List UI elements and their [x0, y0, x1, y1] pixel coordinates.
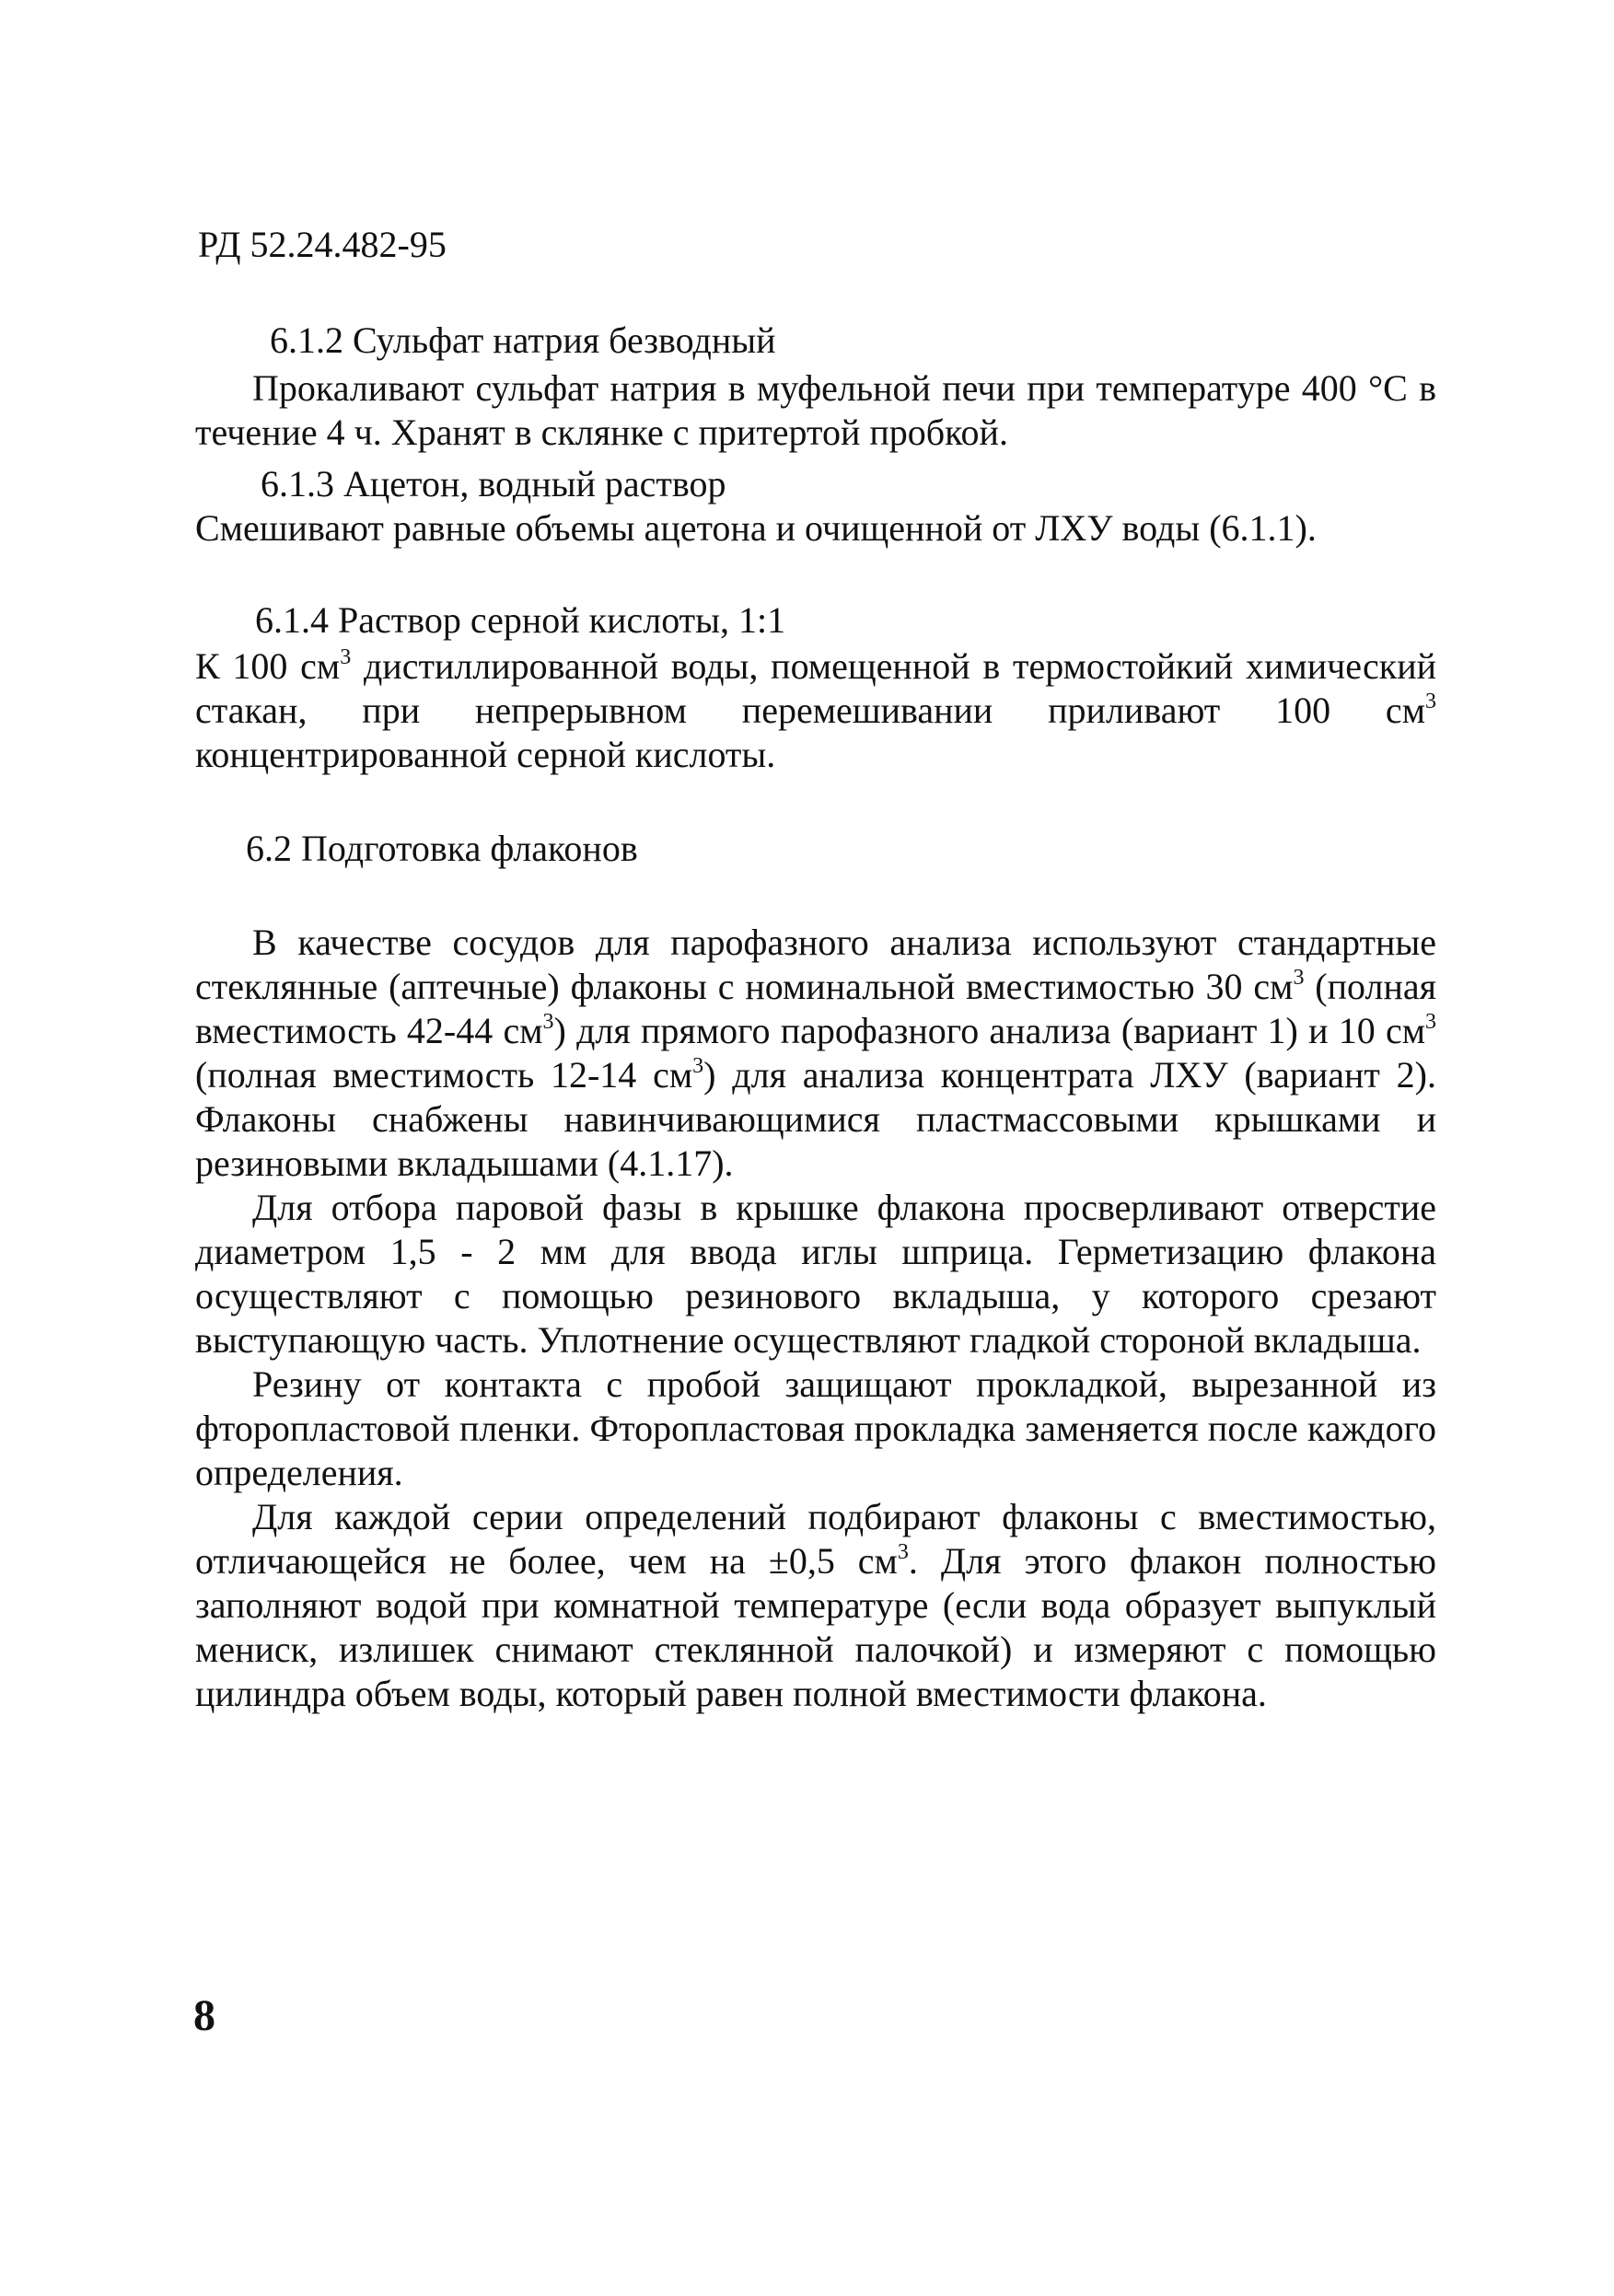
section-6-2-paragraph-2: Для отбора паровой фазы в крышке флакона просверливают отверстие диаметром 1,5 - 2 мм для ввода иглы шприца. Герметизацию флакона осуществляют с помощью резинового вкладыша, у которого срезают выступающую часть. Уплотнение осуществляют гладкой стороной вкладыша. — [195, 1187, 1436, 1361]
section-6-2-paragraph-4 — [195, 1495, 1436, 1716]
text-run: (полная вместимость 42-44 см — [195, 966, 1437, 1051]
text-run: (полная вместимость 12-14 см — [195, 1054, 693, 1096]
text-run: Для каждой серии определений подбирают флаконы с вместимостью, отличающейся не более, чем на ±0,5 см — [195, 1496, 1436, 1582]
text-run: ) для прямого парофазного анализа (вариант 1) и 10 см — [553, 1010, 1426, 1051]
section-6-2-heading: 6.2 Подготовка флаконов — [246, 828, 638, 869]
text-run: . Для этого флакон полностью заполняют водой при комнатной температуре (если вода образует выпуклый мениск, излишек снимают стеклянной палочкой) и измеряют с помощью цилиндра объем воды, который равен полной вместимости флакона. — [195, 1540, 1436, 1714]
text-run: ) для анализа концентрата ЛХУ (вариант 2). Флаконы снабжены навинчивающимися пластмассовыми крышками и резиновыми вкладышами (4.1.17). — [195, 1054, 1437, 1184]
text-run: К 100 см — [195, 645, 341, 687]
section-6-1-3-paragraph: Смешивают равные объемы ацетона и очищенной от ЛХУ воды (6.1.1). — [195, 507, 1317, 549]
document-header: РД 52.24.482-95 — [198, 224, 447, 265]
text-run: дистиллированной воды, помещенной в термостойкий химический стакан, при непрерывном перемешивании приливают 100 см — [195, 645, 1437, 731]
text-run: В качестве сосудов для парофазного анализа используют стандартные стеклянные (аптечные) флаконы с номинальной вместимостью 30 см — [195, 922, 1436, 1007]
page-number: 8 — [193, 1991, 215, 2040]
superscript: 3 — [340, 645, 352, 669]
superscript: 3 — [692, 1054, 704, 1078]
section-6-2-paragraph-3: Резину от контакта с пробой защищают прокладкой, вырезанной из фторопластовой пленки. Фторопластовая прокладка заменяется после каждого определения. — [195, 1363, 1436, 1493]
section-6-1-4-heading: 6.1.4 Раствор серной кислоты, 1:1 — [255, 599, 786, 641]
section-6-1-3-body — [195, 506, 1436, 551]
section-6-2-body — [195, 921, 1436, 1716]
section-6-1-4-body — [195, 644, 1436, 777]
superscript: 3 — [1425, 690, 1436, 713]
section-6-2-paragraph-1 — [195, 921, 1436, 1186]
section-6-1-2-body — [195, 366, 1436, 455]
section-6-1-2-heading: 6.1.2 Сульфат натрия безводный — [270, 319, 776, 361]
section-6-1-3-heading: 6.1.3 Ацетон, водный раствор — [261, 463, 726, 504]
section-6-1-2-paragraph: Прокаливают сульфат натрия в муфельной печи при температуре 400 °С в течение 4 ч. Хранят в склянке с притертой пробкой. — [195, 367, 1436, 453]
superscript: 3 — [1293, 966, 1305, 990]
superscript: 3 — [1425, 1010, 1437, 1034]
superscript: 3 — [897, 1540, 909, 1564]
text-run: концентрированной серной кислоты. — [195, 734, 776, 775]
section-6-1-4-paragraph — [195, 644, 1436, 777]
superscript: 3 — [542, 1010, 554, 1034]
